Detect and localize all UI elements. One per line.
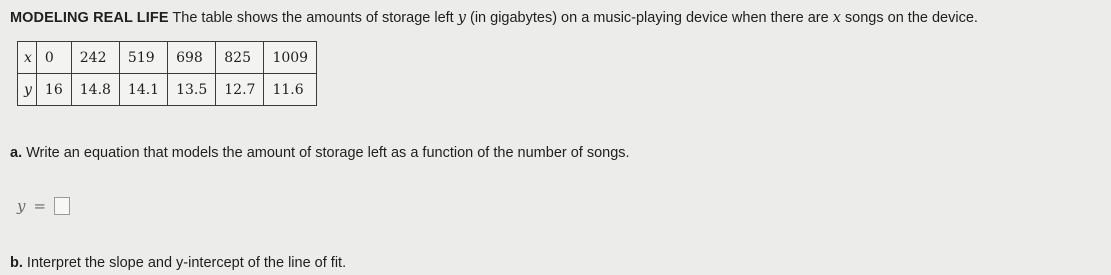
problem-text-part-3: songs on the device. <box>844 10 978 26</box>
part-a-question <box>10 144 630 162</box>
problem-text-part-2: (in gigabytes) on a music-playing device when there are <box>469 10 829 26</box>
table-header-y: y <box>18 74 37 106</box>
table-row-x <box>18 42 317 74</box>
table-cell: 12.7 <box>216 74 264 106</box>
table-header-x: x <box>18 42 37 74</box>
part-b-label: b. <box>10 255 23 271</box>
data-table <box>17 41 317 106</box>
table-cell: 16 <box>36 74 71 106</box>
equation-lhs: y <box>17 197 26 215</box>
variable-x: x <box>832 10 841 26</box>
table-row-y <box>18 74 317 106</box>
part-b-question <box>10 254 346 272</box>
equals-sign: = <box>33 197 47 215</box>
part-a-text: Write an equation that models the amount of storage left as a function of the number of songs. <box>26 145 630 161</box>
table-cell: 13.5 <box>168 74 216 106</box>
table-cell: 825 <box>216 42 264 74</box>
table-cell: 14.8 <box>71 74 119 106</box>
problem-heading: MODELING REAL LIFE <box>10 10 169 26</box>
table-cell: 519 <box>119 42 167 74</box>
table-cell: 242 <box>71 42 119 74</box>
table-cell: 11.6 <box>264 74 317 106</box>
answer-input-box[interactable] <box>54 197 70 215</box>
problem-statement <box>10 9 1105 27</box>
table-cell: 14.1 <box>119 74 167 106</box>
table-cell: 0 <box>36 42 71 74</box>
part-b-text: Interpret the slope and y-intercept of the line of fit. <box>26 255 347 271</box>
table-cell: 698 <box>168 42 216 74</box>
variable-y: y <box>457 10 466 26</box>
table-cell: 1009 <box>264 42 317 74</box>
part-a-label: a. <box>10 145 23 161</box>
equation-answer-row <box>17 197 70 215</box>
problem-text-part-1: The table shows the amounts of storage left <box>172 10 454 26</box>
